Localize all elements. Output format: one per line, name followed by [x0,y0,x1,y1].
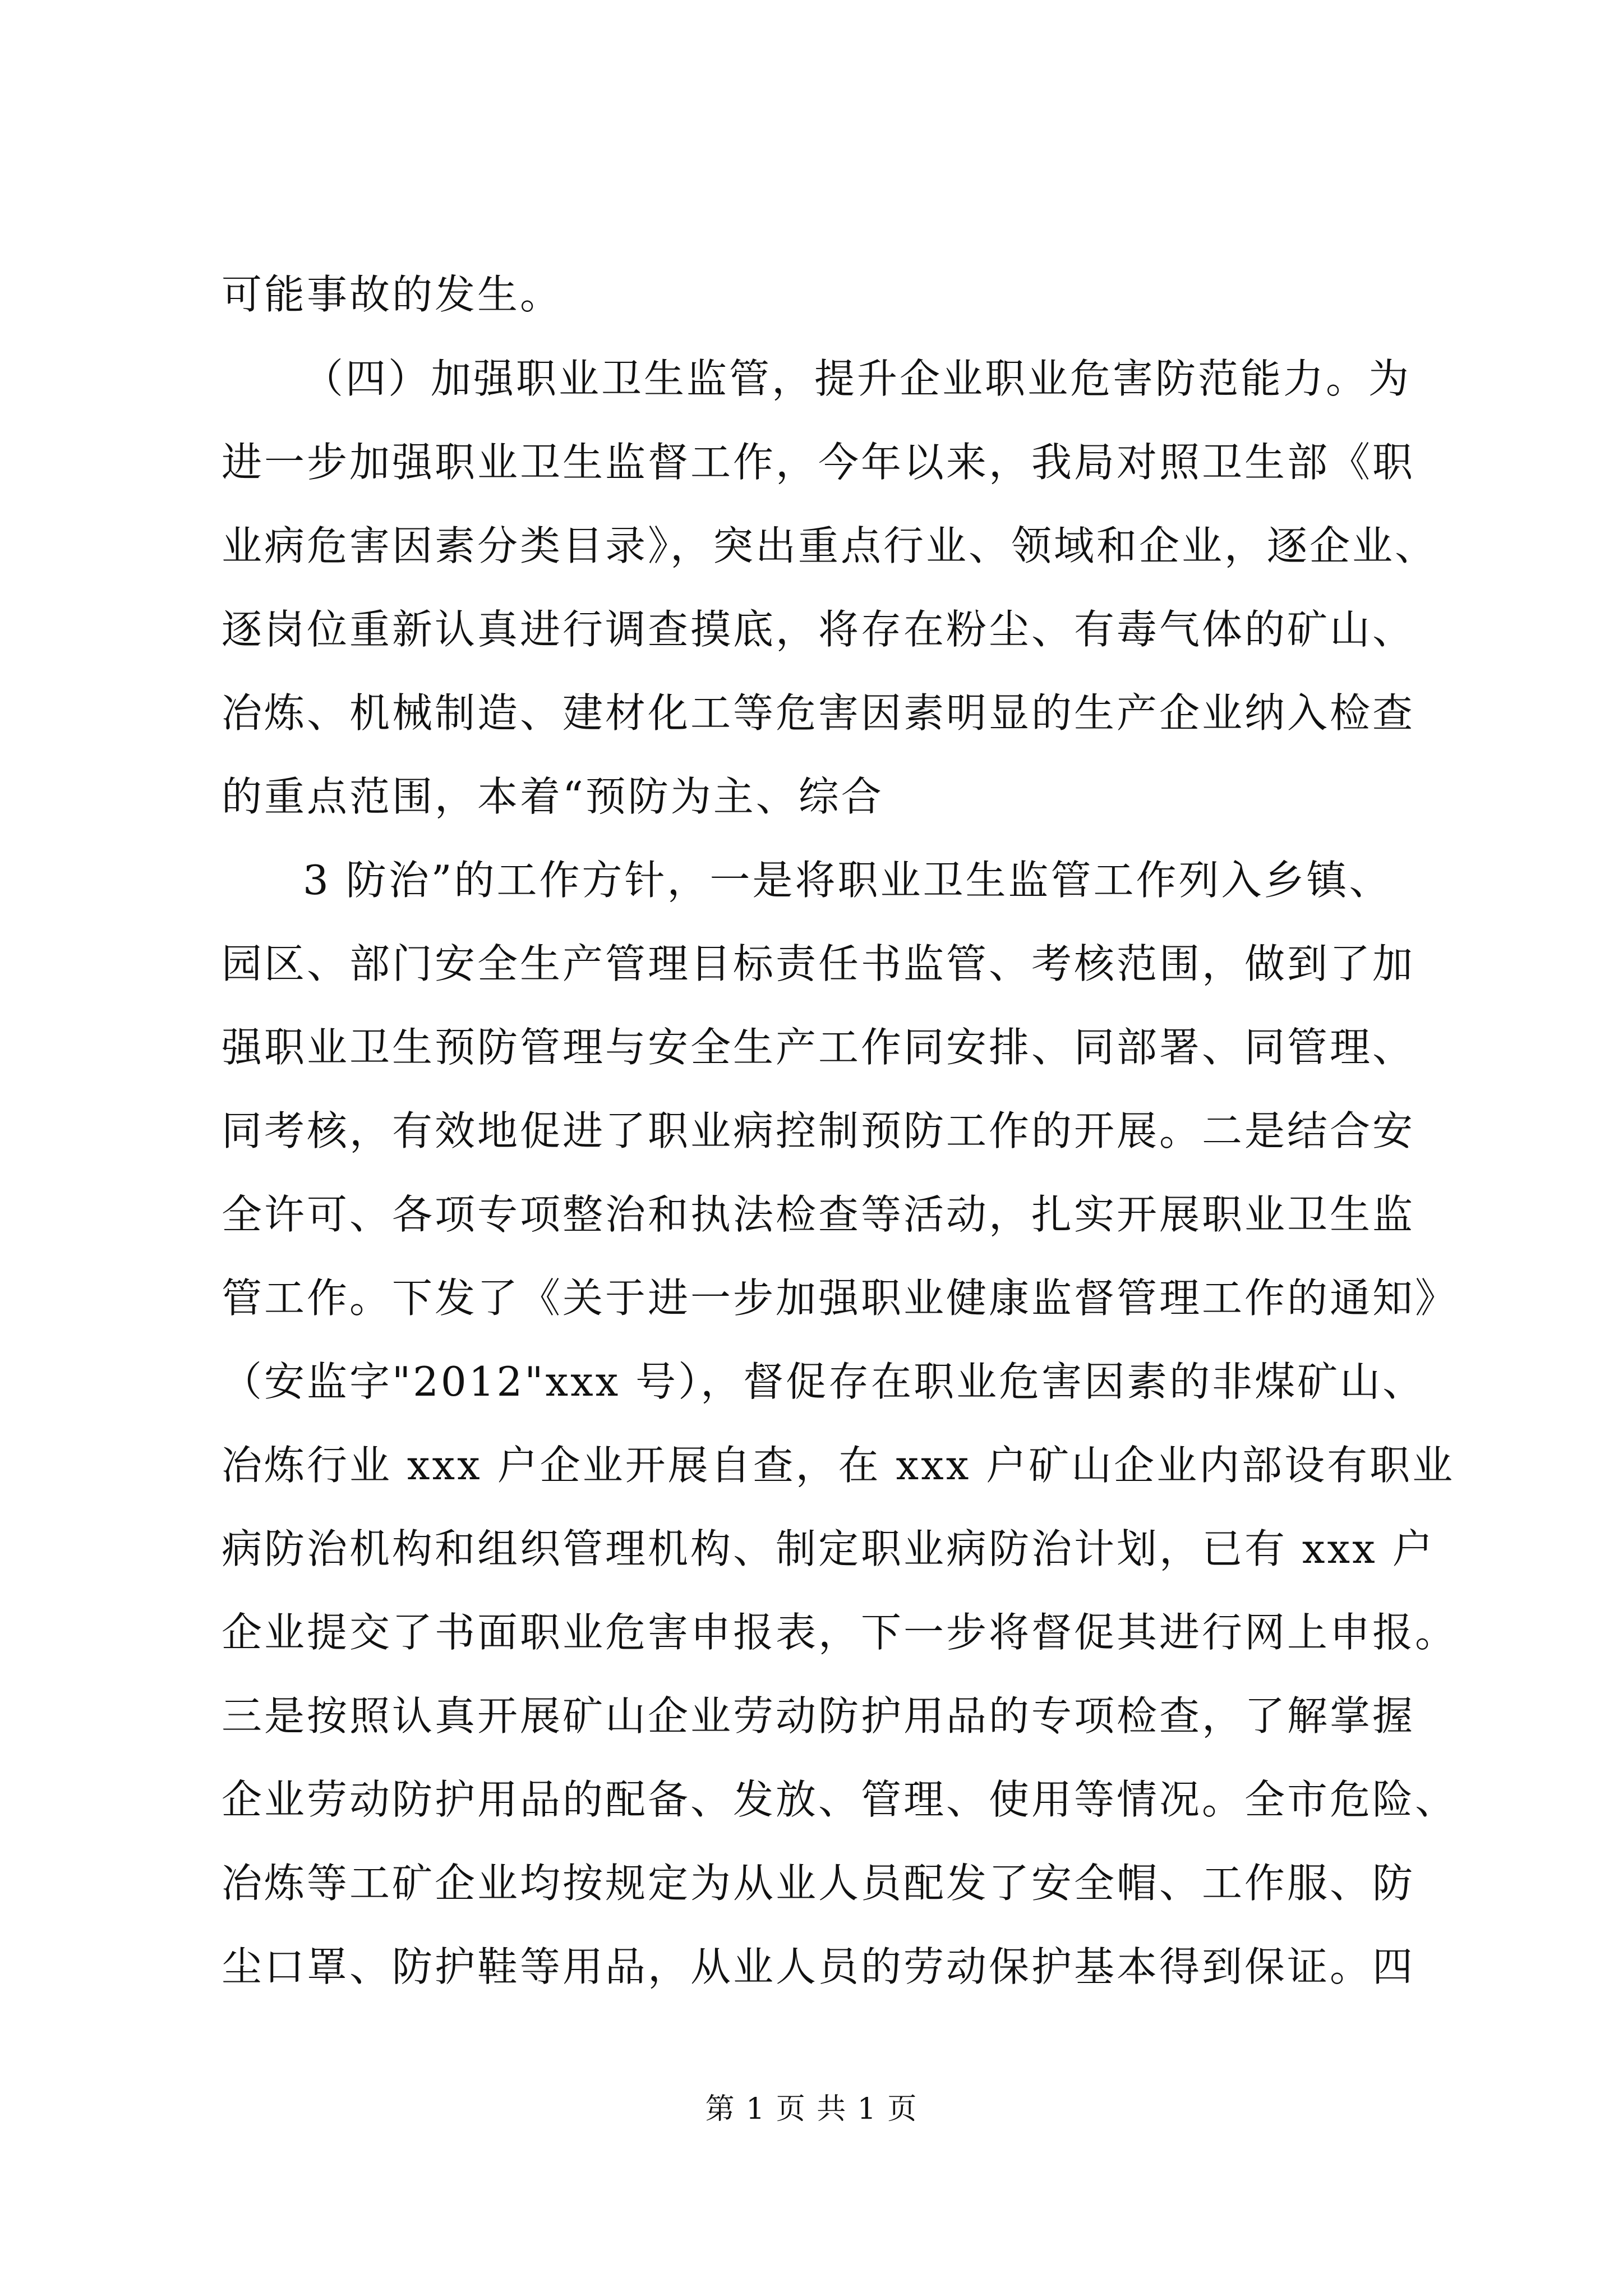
paragraph-line: 业病危害因素分类目录》，突出重点行业、领域和企业，逐企业、 [222,522,1438,569]
paragraph-line: 园区、部门安全生产管理目标责任书监管、考核范围，做到了加 [222,940,1415,987]
paragraph-line: 三是按照认真开展矿山企业劳动防护用品的专项检查，了解掌握 [222,1692,1415,1740]
paragraph-line: （安监字"2012"xxx 号），督促存在职业危害因素的非煤矿山、 [222,1358,1426,1405]
paragraph-line: 3 防治”的工作方针，一是将职业卫生监管工作列入乡镇、 [303,857,1392,904]
paragraph-line: 病防治机构和组织管理机构、制定职业病防治计划，已有 xxx 户 [222,1525,1435,1572]
paragraph-line: （四）加强职业卫生监管，提升企业职业危害防范能力。为 [303,355,1412,402]
paragraph-line: 进一步加强职业卫生监督工作，今年以来，我局对照卫生部《职 [222,439,1415,486]
paragraph-line: 冶炼、机械制造、建材化工等危害因素明显的生产企业纳入检查 [222,689,1415,737]
paragraph-line: 的重点范围，本着“预防为主、综合 [222,773,884,820]
paragraph-line: 同考核，有效地促进了职业病控制预防工作的开展。二是结合安 [222,1107,1415,1154]
paragraph-line: 全许可、各项专项整治和执法检查等活动，扎实开展职业卫生监 [222,1191,1415,1238]
paragraph-line: 管工作。下发了《关于进一步加强职业健康监督管理工作的通知》 [222,1274,1458,1322]
paragraph-line: 可能事故的发生。 [222,271,563,318]
page-number-footer: 第 1 页 共 1 页 [705,2092,918,2126]
paragraph-line: 企业提交了书面职业危害申报表，下一步将督促其进行网上申报。 [222,1609,1458,1656]
paragraph-line: 尘口罩、防护鞋等用品，从业人员的劳动保护基本得到保证。四 [222,1943,1415,1990]
paragraph-line: 冶炼行业 xxx 户企业开展自查，在 xxx 户矿山企业内部设有职业 [222,1442,1455,1489]
paragraph-line: 冶炼等工矿企业均按规定为从业人员配发了安全帽、工作服、防 [222,1860,1415,1907]
paragraph-line: 逐岗位重新认真进行调查摸底，将存在粉尘、有毒气体的矿山、 [222,606,1415,653]
paragraph-line: 企业劳动防护用品的配备、发放、管理、使用等情况。全市危险、 [222,1776,1458,1823]
paragraph-line: 强职业卫生预防管理与安全生产工作同安排、同部署、同管理、 [222,1024,1415,1071]
